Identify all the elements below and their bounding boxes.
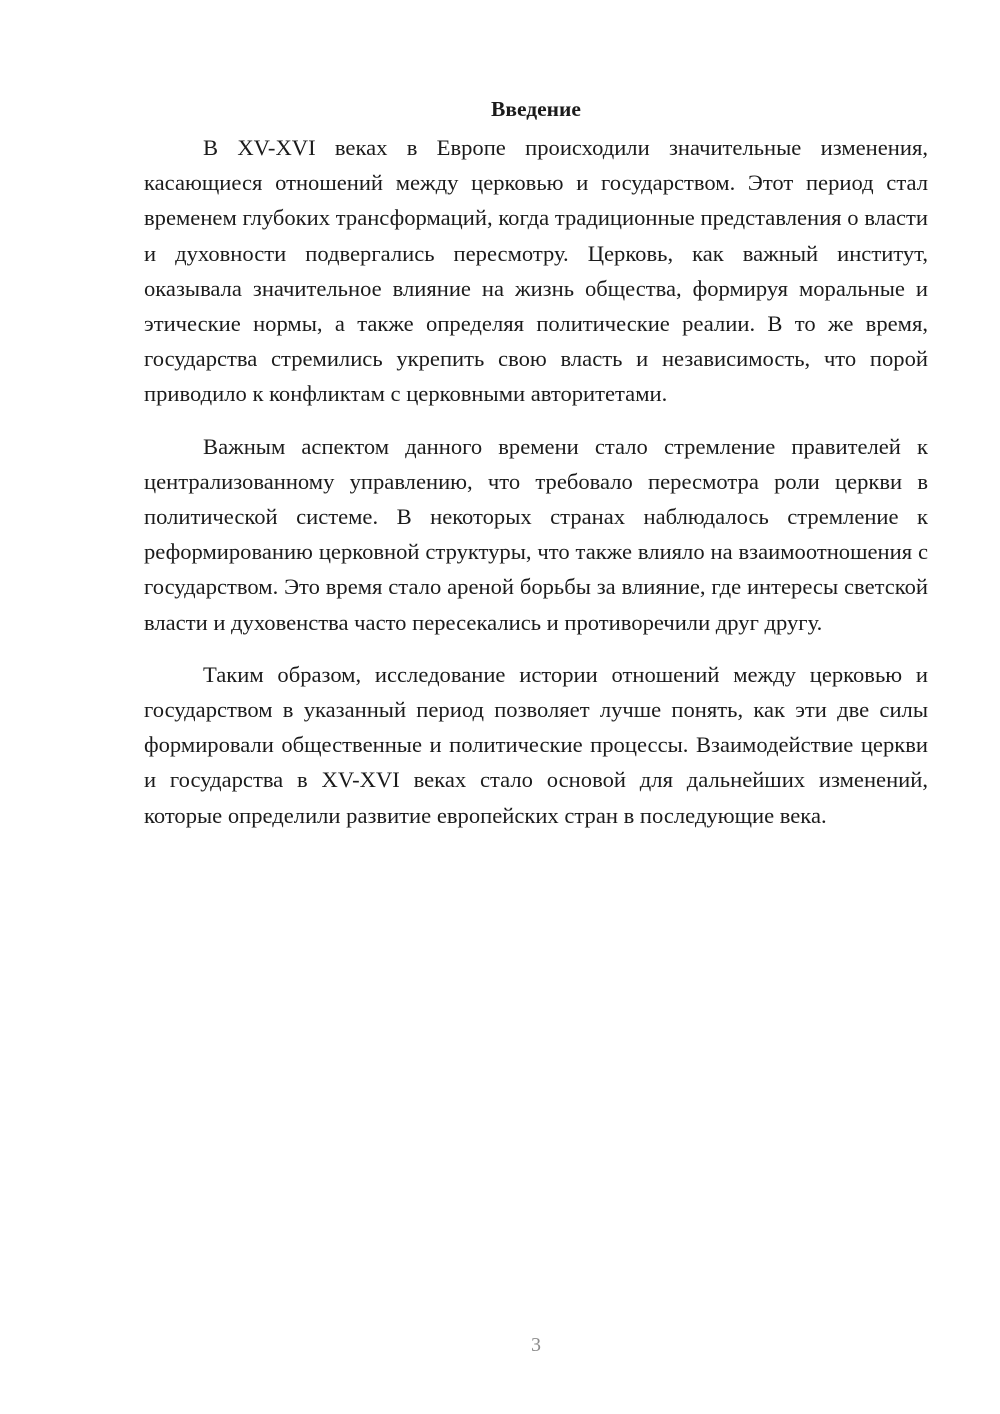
paragraph-2: Важным аспектом данного времени стало стремление правителей к централизованному управлению, что требовало пересмотра роли церкви в политической системе. В некоторых странах наблюдалось стремление к реформированию церковной структуры, что также влияло на взаимоотношения с государством. Это время стало ареной борьбы за влияние, где интересы светской власти и духовенства часто пересекались и противоречили друг другу. — [144, 433, 928, 635]
paragraph-3: Таким образом, исследование истории отношений между церковью и государством в указанный период позволяет лучше понять, как эти две силы формировали общественные и политические процессы. Взаимодействие церкви и государства в XV-XVI веках стало основой для дальнейших изменений, которые определили развитие европейских стран в последующие века. — [144, 661, 928, 828]
page-number: 3 — [531, 1334, 541, 1356]
page-body — [144, 92, 928, 833]
paragraph-1: В XV-XVI веках в Европе происходили значительные изменения, касающиеся отношений между церковью и государством. Этот период стал временем глубоких трансформаций, когда традиционные представления о власти и духовности подвергались пересмотру. Церковь, как важный институт, оказывала значительное влияние на жизнь общества, формируя моральные и этические нормы, а также определяя политические реалии. В то же время, государства стремились укрепить свою власть и независимость, что порой приводило к конфликтам с церковными авторитетами. — [144, 135, 928, 407]
section-title: Введение — [491, 97, 581, 121]
